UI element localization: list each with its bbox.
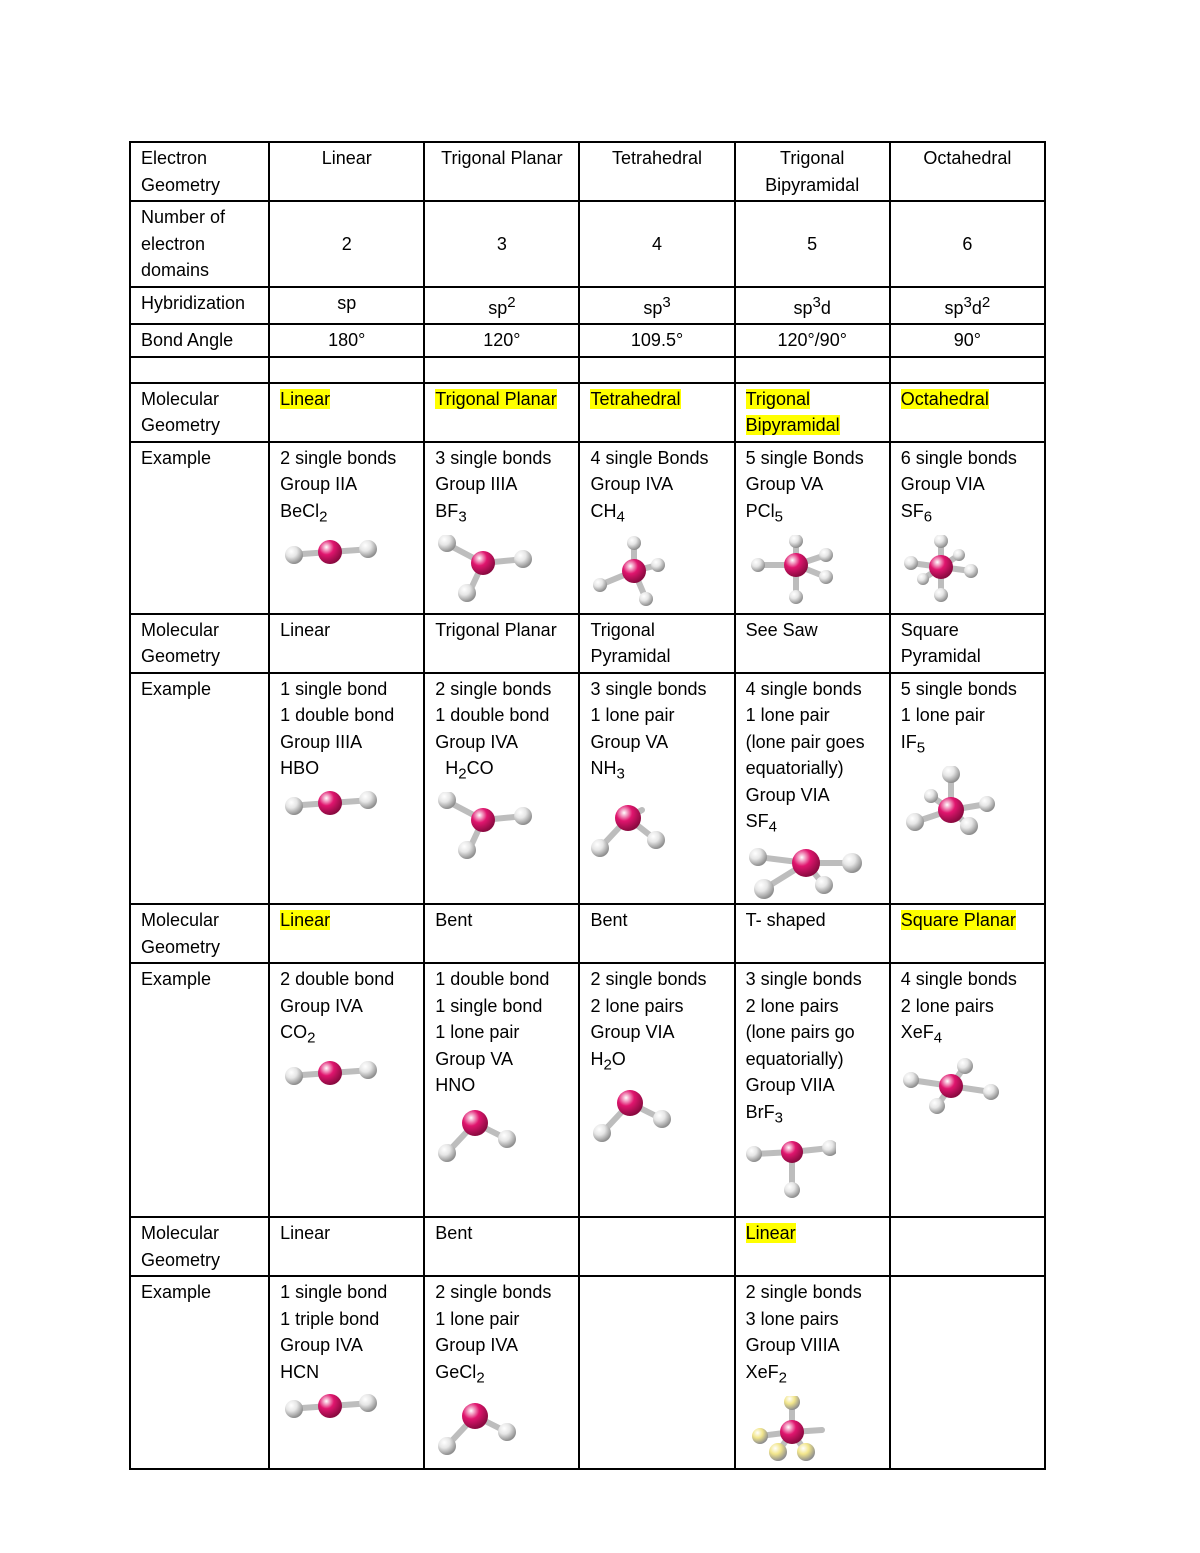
central-atom: [318, 1061, 342, 1085]
outer-atom: [906, 813, 924, 831]
outer-atom: [438, 1437, 456, 1455]
example-line: 2 single bonds: [590, 969, 707, 990]
molecule-model-octahedral: [901, 535, 981, 605]
example-line: 1 triple bond: [280, 1308, 380, 1329]
outer-atom: [924, 789, 938, 803]
electron-geometry-octahedral: Octahedral: [890, 142, 1045, 201]
outer-atom: [749, 848, 767, 866]
molecular-geometry-cell: [424, 1217, 579, 1276]
hybridization-value: $sp^2$: [424, 287, 579, 325]
outer-atom: [979, 796, 995, 812]
example-line: 1 double bond: [280, 705, 395, 726]
chemical-formula: $IF_5$: [900, 731, 926, 757]
central-atom: [318, 791, 342, 815]
outer-atom: [285, 546, 303, 564]
subscript: 3: [458, 508, 467, 526]
example-cell: [890, 963, 1045, 1217]
chemical-formula: $SF_4$: [745, 811, 777, 836]
example-line: Group IIIA: [435, 474, 518, 494]
example-line: 3 lone pairs: [745, 1308, 839, 1329]
subscript: 6: [923, 508, 933, 526]
molecular-geometry-cell: [269, 383, 424, 442]
example-line: Group VA: [435, 1048, 514, 1069]
molecule-model-tetrahedral: [590, 535, 670, 611]
row-electron-geometry: [130, 142, 1045, 201]
example-line: (lone pair goes: [745, 731, 865, 752]
example-line: 2 single bonds: [745, 1282, 862, 1303]
molecular-geometry-label: Molecular Geometry: [130, 383, 269, 442]
subscript: 3: [774, 1109, 783, 1127]
chemical-formula: HCN: [280, 1361, 320, 1382]
spacer-cell: [130, 357, 269, 383]
molecular-geometry-name: Linear: [280, 388, 331, 409]
example-line: 3 single bonds: [435, 447, 552, 468]
molecular-geometry-name: Bent: [435, 1223, 473, 1244]
outer-atom: [934, 588, 948, 602]
subscript: 4: [768, 818, 777, 836]
example-cell: [579, 963, 734, 1217]
central-atom: [318, 1394, 342, 1418]
molecular-geometry-cell: [424, 614, 579, 673]
outer-atom: [942, 766, 960, 783]
example-cell: [579, 673, 734, 905]
molecular-geometry-cell: [579, 1217, 734, 1276]
molecular-geometry-cell: [424, 904, 579, 963]
outer-atom: [953, 549, 965, 561]
example-line: 2 lone pairs: [590, 995, 684, 1016]
row-molecular-geometry: [130, 383, 1045, 442]
molecule-model-linear: [280, 786, 380, 822]
chemical-formula: $H_2CO$: [445, 758, 494, 783]
molecular-geometry-name: Tetrahedral: [590, 388, 681, 409]
spacer-cell: [735, 357, 890, 383]
outer-atom: [627, 536, 641, 550]
row-example: [130, 963, 1045, 1217]
example-line: 4 single bonds: [900, 969, 1017, 990]
example-cell: [579, 442, 734, 614]
outer-atom: [752, 1428, 768, 1444]
vsepr-geometry-table: [129, 141, 1046, 1470]
row-spacer: [130, 357, 1045, 383]
chemical-formula: GeCl$_2$: [435, 1361, 485, 1387]
outer-atom: [797, 1443, 815, 1461]
subscript: 5: [916, 739, 926, 757]
central-atom: [615, 805, 641, 831]
molecular-geometry-cell: [735, 1217, 890, 1276]
example-cell: [269, 1276, 424, 1469]
outer-atom: [593, 578, 607, 592]
outer-atom: [514, 550, 532, 568]
example-line: 2 single bonds: [435, 678, 552, 699]
molecular-geometry-label: Molecular Geometry: [130, 1217, 269, 1276]
central-atom: [617, 1090, 643, 1116]
central-atom: [622, 559, 646, 583]
molecular-geometry-cell: [579, 614, 734, 673]
outer-atom: [960, 817, 978, 835]
outer-atom: [359, 791, 377, 809]
example-line: 1 double bond: [435, 969, 550, 990]
central-atom: [938, 797, 964, 823]
outer-atom: [983, 1084, 999, 1100]
example-line: Group VIA: [590, 1022, 675, 1043]
molecular-geometry-cell: [424, 383, 579, 442]
outer-atom: [653, 1110, 671, 1128]
subscript: 2: [778, 1369, 787, 1387]
molecule-model-linear: [280, 1056, 380, 1092]
example-line: 1 single bond: [280, 678, 388, 699]
molecule-model-linear: [280, 535, 380, 571]
example-label: Example: [130, 963, 269, 1217]
example-line: 1 lone pair: [745, 705, 830, 726]
bond-angle-label: Bond Angle: [130, 324, 269, 357]
example-line: 1 double bond: [435, 705, 550, 726]
outer-atom: [957, 1058, 973, 1074]
molecular-geometry-cell: [269, 904, 424, 963]
molecular-geometry-name: Square Pyramidal: [900, 619, 981, 667]
molecular-geometry-cell: [735, 904, 890, 963]
molecular-geometry-cell: [269, 614, 424, 673]
outer-atom: [934, 535, 948, 548]
molecular-geometry-cell: [269, 1217, 424, 1276]
central-atom: [462, 1403, 488, 1429]
subscript: 4: [616, 508, 625, 526]
molecule-model-bipyramidal: [746, 535, 836, 605]
outer-atom: [789, 590, 803, 604]
subscript: 2: [476, 1369, 485, 1387]
example-line: Group IVA: [590, 474, 674, 494]
example-line: Group VIIA: [745, 1075, 835, 1096]
example-line: 3 single bonds: [745, 969, 862, 990]
superscript: 3: [662, 293, 671, 311]
example-line: Group IIIA: [280, 731, 363, 752]
molecule-model-tshaped: [746, 1136, 836, 1200]
outer-atom: [815, 876, 833, 894]
example-line: Group VIA: [900, 474, 985, 494]
outer-atom: [784, 1182, 800, 1198]
molecular-geometry-label: Molecular Geometry: [130, 904, 269, 963]
chemical-formula: BrF$_3$: [745, 1101, 783, 1127]
example-cell: [735, 963, 890, 1217]
example-cell: [735, 1276, 890, 1469]
molecular-geometry-name: Square Planar: [900, 910, 1016, 931]
example-line: Group VIIIA: [745, 1335, 840, 1356]
example-line: Group VIA: [745, 784, 830, 805]
example-line: 1 single bond: [280, 1282, 388, 1303]
electron-geometry-tetrahedral: Tetrahedral: [579, 142, 734, 201]
outer-atom: [639, 592, 653, 606]
molecule-model-squarepyramidal: [901, 766, 1001, 846]
spacer-cell: [579, 357, 734, 383]
outer-atom: [903, 1072, 919, 1088]
example-cell: [424, 442, 579, 614]
electron-domains-label: Number of electron domains: [130, 201, 269, 287]
example-cell: [424, 1276, 579, 1469]
domains-value: 6: [890, 201, 1045, 287]
molecule-model-xef2: [746, 1396, 826, 1464]
example-line: (lone pairs go: [745, 1022, 855, 1043]
central-atom: [939, 1074, 963, 1098]
example-line: 1 lone pair: [900, 705, 985, 726]
outer-atom: [498, 1423, 516, 1441]
subscript: 3: [616, 765, 625, 783]
example-line: Group VA: [590, 731, 669, 752]
chemical-formula: XeF$_4$: [900, 1022, 943, 1047]
example-cell: [735, 673, 890, 905]
row-molecular-geometry: [130, 614, 1045, 673]
molecular-geometry-name: Trigonal Planar: [435, 619, 557, 640]
molecular-geometry-cell: [890, 1217, 1045, 1276]
subscript: 2: [307, 1029, 316, 1047]
outer-atom: [359, 540, 377, 558]
example-line: 2 lone pairs: [900, 995, 994, 1016]
molecular-geometry-label: Molecular Geometry: [130, 614, 269, 673]
example-line: 1 lone pair: [435, 1308, 520, 1329]
example-label: Example: [130, 673, 269, 905]
outer-atom: [498, 1130, 516, 1148]
outer-atom: [647, 831, 665, 849]
outer-atom: [285, 797, 303, 815]
molecule-model-linear: [280, 1389, 380, 1425]
row-example: [130, 442, 1045, 614]
outer-atom: [359, 1394, 377, 1412]
outer-atom: [458, 841, 476, 859]
outer-atom: [819, 570, 833, 584]
molecular-geometry-name: Linear: [745, 1223, 796, 1244]
example-line: 2 single bonds: [280, 447, 397, 468]
electron-geometry-label: Electron Geometry: [130, 142, 269, 201]
molecular-geometry-cell: [890, 614, 1045, 673]
example-line: 4 single Bonds: [590, 447, 709, 468]
outer-atom: [746, 1146, 762, 1162]
example-line: Group IIA: [280, 474, 358, 494]
bond-angle-value: 90°: [890, 324, 1045, 357]
example-cell: [269, 673, 424, 905]
example-line: Group IVA: [280, 1335, 363, 1356]
outer-atom: [285, 1400, 303, 1418]
example-label: Example: [130, 442, 269, 614]
electron-geometry-trigonal-bipyramidal: Trigonal Bipyramidal: [735, 142, 890, 201]
molecular-geometry-cell: [579, 383, 734, 442]
example-cell: [890, 442, 1045, 614]
molecule-model-squareplanar: [901, 1056, 1001, 1116]
outer-atom: [651, 558, 665, 572]
row-electron-domains: [130, 201, 1045, 287]
example-line: Group IVA: [435, 1335, 519, 1356]
example-cell: [735, 442, 890, 614]
domains-value: 3: [424, 201, 579, 287]
row-example: [130, 673, 1045, 905]
bond-angle-value: 180°: [269, 324, 424, 357]
central-atom: [471, 551, 495, 575]
hybridization-value: $sp^3d^2$: [890, 287, 1045, 325]
example-line: 2 single bonds: [435, 1282, 552, 1303]
molecular-geometry-name: Bent: [435, 910, 473, 931]
example-line: equatorially): [745, 758, 844, 779]
central-atom: [792, 849, 820, 877]
example-cell: [424, 963, 579, 1217]
molecular-geometry-cell: [890, 383, 1045, 442]
bond-angle-value: 120°: [424, 324, 579, 357]
outer-atom: [285, 1067, 303, 1085]
outer-atom: [929, 1098, 945, 1114]
outer-atom: [754, 879, 774, 899]
outer-atom: [819, 548, 833, 562]
outer-atom: [784, 1396, 800, 1410]
example-line: Group VA: [745, 474, 824, 494]
domains-value: 2: [269, 201, 424, 287]
central-atom: [781, 1141, 803, 1163]
molecule-model-pyramidal: [590, 792, 680, 862]
example-line: 5 single Bonds: [745, 447, 864, 468]
example-line: 4 single bonds: [745, 678, 862, 699]
subscript: 2: [319, 508, 328, 526]
outer-atom: [359, 1061, 377, 1079]
example-cell: [890, 673, 1045, 905]
central-atom: [471, 808, 495, 832]
molecular-geometry-name: Trigonal Pyramidal: [590, 619, 671, 667]
molecular-geometry-name: Linear: [280, 1223, 331, 1244]
central-atom: [929, 555, 953, 579]
chemical-formula: PCl$_5$: [745, 500, 783, 526]
central-atom: [780, 1420, 804, 1444]
subscript: 2: [603, 1056, 612, 1074]
outer-atom: [964, 564, 978, 578]
row-molecular-geometry: [130, 1217, 1045, 1276]
example-cell: [269, 442, 424, 614]
bond-angle-value: 120°/90°: [735, 324, 890, 357]
molecular-geometry-name: Linear: [280, 619, 331, 640]
domains-value: 5: [735, 201, 890, 287]
molecular-geometry-cell: [735, 614, 890, 673]
hybridization-value: $sp^3d$: [735, 287, 890, 325]
chemical-formula: $CO_2$: [280, 1022, 316, 1047]
chemical-formula: $CH_4$: [590, 500, 625, 526]
molecule-model-trigonal: [435, 535, 535, 605]
molecule-model-trigonal: [435, 792, 535, 862]
example-cell: [269, 963, 424, 1217]
example-label: Example: [130, 1276, 269, 1469]
molecular-geometry-name: Trigonal Bipyramidal: [745, 388, 840, 435]
outer-atom: [458, 584, 476, 602]
row-hybridization: [130, 287, 1045, 325]
example-line: 2 double bond: [280, 969, 395, 990]
chemical-formula: BeCl$_2$: [280, 500, 328, 526]
molecular-geometry-name: Octahedral: [900, 388, 989, 409]
molecular-geometry-cell: [735, 383, 890, 442]
subscript: 4: [933, 1029, 943, 1047]
subscript: 2: [458, 765, 467, 783]
molecule-model-bent: [435, 1103, 525, 1173]
molecular-geometry-name: See Saw: [745, 619, 818, 640]
hybridization-value: $sp^3$: [579, 287, 734, 325]
example-line: 6 single bonds: [900, 447, 1017, 468]
row-molecular-geometry: [130, 904, 1045, 963]
chemical-formula: $NH_3$: [590, 758, 625, 783]
molecule-model-seesaw: [746, 845, 866, 901]
superscript: 2: [981, 293, 991, 311]
outer-atom: [842, 853, 862, 873]
molecule-model-bent: [590, 1083, 680, 1153]
chemical-formula: HBO: [280, 758, 320, 779]
molecular-geometry-name: Trigonal Planar: [435, 388, 557, 409]
hybridization-value: sp: [269, 287, 424, 325]
chemical-formula: $SF_6$: [900, 500, 933, 526]
chemical-formula: HNO: [435, 1075, 476, 1096]
electron-geometry-trigonal-planar: Trigonal Planar: [424, 142, 579, 201]
outer-atom: [822, 1140, 836, 1156]
outer-atom: [591, 839, 609, 857]
spacer-cell: [269, 357, 424, 383]
chemical-formula: $BF_3$: [435, 500, 467, 526]
example-line: equatorially): [745, 1048, 844, 1069]
example-cell: [890, 1276, 1045, 1469]
molecular-geometry-name: Bent: [590, 910, 628, 931]
example-line: 1 single bond: [435, 995, 543, 1016]
example-line: Group IVA: [280, 995, 363, 1016]
table-body: [130, 142, 1045, 1469]
outer-atom: [593, 1124, 611, 1142]
molecular-geometry-name: T- shaped: [745, 910, 826, 931]
chemical-formula: XeF$_2$: [745, 1361, 787, 1387]
superscript: 3: [963, 293, 972, 311]
row-bond-angle: [130, 324, 1045, 357]
hybridization-label: Hybridization: [130, 287, 269, 325]
example-line: 1 lone pair: [590, 705, 675, 726]
chemical-formula: $H_2O$: [590, 1048, 626, 1074]
molecular-geometry-cell: [579, 904, 734, 963]
outer-atom: [789, 535, 803, 548]
outer-atom: [514, 807, 532, 825]
outer-atom: [917, 573, 929, 585]
example-line: 2 lone pairs: [745, 995, 839, 1016]
outer-atom: [769, 1443, 787, 1461]
spacer-cell: [424, 357, 579, 383]
example-line: 5 single bonds: [900, 678, 1017, 699]
molecular-geometry-name: Linear: [280, 910, 331, 931]
example-line: 3 single bonds: [590, 678, 707, 699]
bond-angle-value: 109.5°: [579, 324, 734, 357]
central-atom: [462, 1110, 488, 1136]
domains-value: 4: [579, 201, 734, 287]
outer-atom: [438, 1144, 456, 1162]
row-example: [130, 1276, 1045, 1469]
molecular-geometry-cell: [890, 904, 1045, 963]
example-cell: [424, 673, 579, 905]
example-line: 1 lone pair: [435, 1022, 520, 1043]
superscript: 2: [507, 293, 516, 311]
central-atom: [318, 540, 342, 564]
example-line: Group IVA: [435, 731, 519, 752]
outer-atom: [904, 556, 918, 570]
superscript: 3: [812, 293, 821, 311]
example-cell: [579, 1276, 734, 1469]
molecule-model-bent: [435, 1396, 525, 1466]
central-atom: [784, 553, 808, 577]
outer-atom: [751, 558, 765, 572]
electron-geometry-linear: Linear: [269, 142, 424, 201]
spacer-cell: [890, 357, 1045, 383]
subscript: 5: [774, 508, 783, 526]
